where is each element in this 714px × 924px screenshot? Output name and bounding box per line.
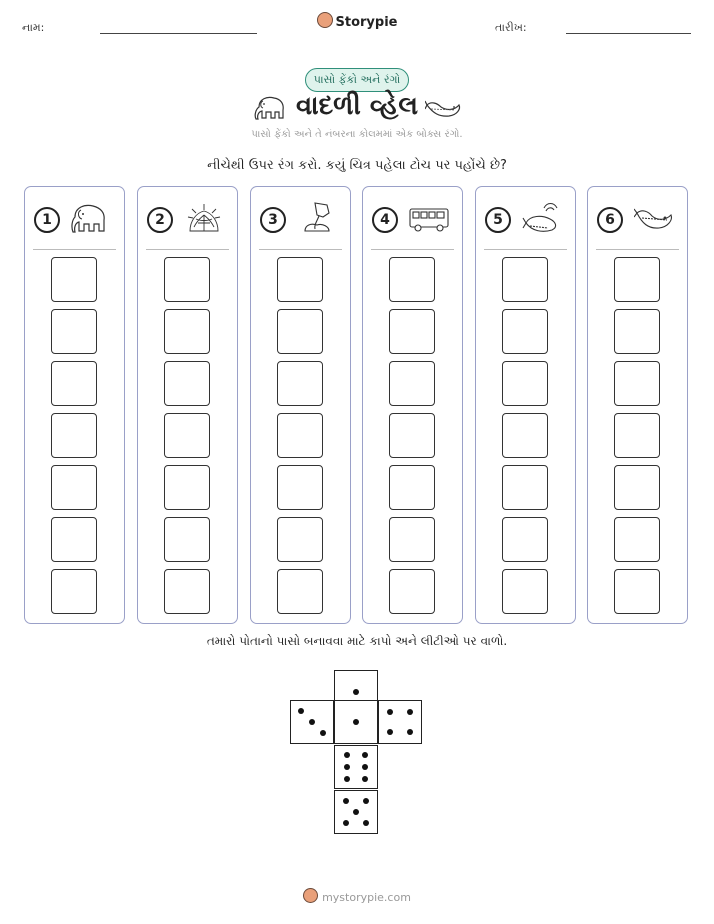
whale-icon bbox=[634, 201, 674, 235]
dice-pip bbox=[343, 820, 349, 826]
page-title: વાદળી વ્હેલ bbox=[296, 91, 418, 121]
activity-pill: પાસો ફેંકો અને રંગો bbox=[305, 68, 409, 92]
column-number: 1 bbox=[34, 207, 60, 233]
dice-column-4 bbox=[362, 186, 463, 624]
column-header bbox=[476, 187, 575, 249]
color-box[interactable] bbox=[389, 361, 435, 406]
dice-column-6 bbox=[587, 186, 688, 624]
color-box[interactable] bbox=[51, 517, 97, 562]
dice-pip bbox=[362, 752, 368, 758]
color-box[interactable] bbox=[51, 309, 97, 354]
column-number: 4 bbox=[372, 207, 398, 233]
cut-instruction: તમારો પોતાનો પાસો બનાવવા માટે કાપો અને લીટીઓ પર વાળો. bbox=[206, 634, 508, 648]
color-box[interactable] bbox=[51, 569, 97, 614]
dice-pip bbox=[344, 776, 350, 782]
dice-face-5 bbox=[334, 745, 378, 789]
color-box[interactable] bbox=[277, 309, 323, 354]
column-divider bbox=[484, 249, 567, 250]
color-box[interactable] bbox=[502, 361, 548, 406]
color-box[interactable] bbox=[389, 465, 435, 510]
dice-pip bbox=[344, 752, 350, 758]
color-box[interactable] bbox=[614, 517, 660, 562]
instruction-text: નીચેથી ઉપર રંગ કરો. કયું ચિત્ર પહેલા ટોચ પર પહોંચે છે? bbox=[207, 158, 507, 173]
color-box[interactable] bbox=[164, 361, 210, 406]
dice-pip bbox=[309, 719, 315, 725]
column-header bbox=[25, 187, 124, 249]
color-box[interactable] bbox=[502, 517, 548, 562]
subtitle: પાસો ફેંકો અને તે નંબરના કોલમમાં એક બોક્સ રંગો. bbox=[251, 129, 463, 140]
storypie-footer-logo-icon bbox=[303, 888, 318, 903]
color-box[interactable] bbox=[614, 361, 660, 406]
column-number: 3 bbox=[260, 207, 286, 233]
color-box[interactable] bbox=[277, 465, 323, 510]
column-divider bbox=[146, 249, 229, 250]
color-box[interactable] bbox=[502, 465, 548, 510]
color-box[interactable] bbox=[164, 257, 210, 302]
column-number: 6 bbox=[597, 207, 623, 233]
dice-pip bbox=[387, 709, 393, 715]
date-line[interactable] bbox=[566, 33, 691, 34]
storypie-logo-icon bbox=[317, 12, 333, 28]
dice-pip bbox=[353, 809, 359, 815]
color-box[interactable] bbox=[614, 569, 660, 614]
dice-pip bbox=[363, 798, 369, 804]
dice-face-6 bbox=[334, 790, 378, 834]
color-box[interactable] bbox=[389, 413, 435, 458]
column-number: 2 bbox=[147, 207, 173, 233]
dice-pip bbox=[344, 764, 350, 770]
dice-pip bbox=[320, 730, 326, 736]
dice-face-3 bbox=[334, 700, 378, 744]
water-jug-icon bbox=[297, 201, 337, 235]
dice-pip bbox=[353, 689, 359, 695]
color-box[interactable] bbox=[502, 257, 548, 302]
column-divider bbox=[33, 249, 116, 250]
color-box[interactable] bbox=[389, 517, 435, 562]
dice-pip bbox=[362, 764, 368, 770]
dice-pip bbox=[362, 776, 368, 782]
color-box[interactable] bbox=[164, 569, 210, 614]
dice-face-2 bbox=[290, 700, 334, 744]
color-box[interactable] bbox=[389, 569, 435, 614]
color-box[interactable] bbox=[502, 309, 548, 354]
color-box[interactable] bbox=[277, 517, 323, 562]
dice-column-5 bbox=[475, 186, 576, 624]
color-box[interactable] bbox=[51, 465, 97, 510]
footer bbox=[0, 888, 714, 904]
color-box[interactable] bbox=[614, 413, 660, 458]
column-number: 5 bbox=[485, 207, 511, 233]
whale-spout-icon bbox=[522, 201, 562, 235]
color-box[interactable] bbox=[277, 413, 323, 458]
column-header bbox=[363, 187, 462, 249]
dice-pip bbox=[407, 729, 413, 735]
dice-pip bbox=[353, 719, 359, 725]
column-divider bbox=[259, 249, 342, 250]
column-header bbox=[251, 187, 350, 249]
dice-pip bbox=[343, 798, 349, 804]
color-box[interactable] bbox=[502, 413, 548, 458]
color-box[interactable] bbox=[164, 413, 210, 458]
dice-column-2 bbox=[137, 186, 238, 624]
color-box[interactable] bbox=[614, 465, 660, 510]
date-label: તારીખ: bbox=[495, 21, 527, 34]
color-box[interactable] bbox=[277, 569, 323, 614]
color-box[interactable] bbox=[389, 257, 435, 302]
color-box[interactable] bbox=[164, 517, 210, 562]
color-box[interactable] bbox=[277, 361, 323, 406]
footer-url[interactable]: mystorypie.com bbox=[322, 891, 411, 904]
column-divider bbox=[371, 249, 454, 250]
dice-pip bbox=[298, 708, 304, 714]
dice-column-3 bbox=[250, 186, 351, 624]
color-box[interactable] bbox=[389, 309, 435, 354]
color-box[interactable] bbox=[51, 413, 97, 458]
color-box[interactable] bbox=[502, 569, 548, 614]
name-line[interactable] bbox=[100, 33, 257, 34]
dice-pip bbox=[407, 709, 413, 715]
brand-logo bbox=[0, 12, 714, 30]
column-header bbox=[138, 187, 237, 249]
color-box[interactable] bbox=[614, 309, 660, 354]
title-whale-icon bbox=[425, 95, 463, 119]
color-box[interactable] bbox=[51, 361, 97, 406]
dice-pip bbox=[363, 820, 369, 826]
name-label: નામ: bbox=[22, 21, 45, 34]
bus-icon bbox=[409, 201, 449, 235]
column-divider bbox=[596, 249, 679, 250]
color-box[interactable] bbox=[164, 465, 210, 510]
color-box[interactable] bbox=[277, 257, 323, 302]
dice-pip bbox=[387, 729, 393, 735]
coral-icon bbox=[184, 201, 224, 235]
color-box[interactable] bbox=[51, 257, 97, 302]
brand-name: Storypie bbox=[335, 15, 398, 30]
dice-face-4 bbox=[378, 700, 422, 744]
elephant-icon bbox=[71, 201, 111, 235]
column-header bbox=[588, 187, 687, 249]
dice-column-1 bbox=[24, 186, 125, 624]
color-box[interactable] bbox=[614, 257, 660, 302]
color-box[interactable] bbox=[164, 309, 210, 354]
